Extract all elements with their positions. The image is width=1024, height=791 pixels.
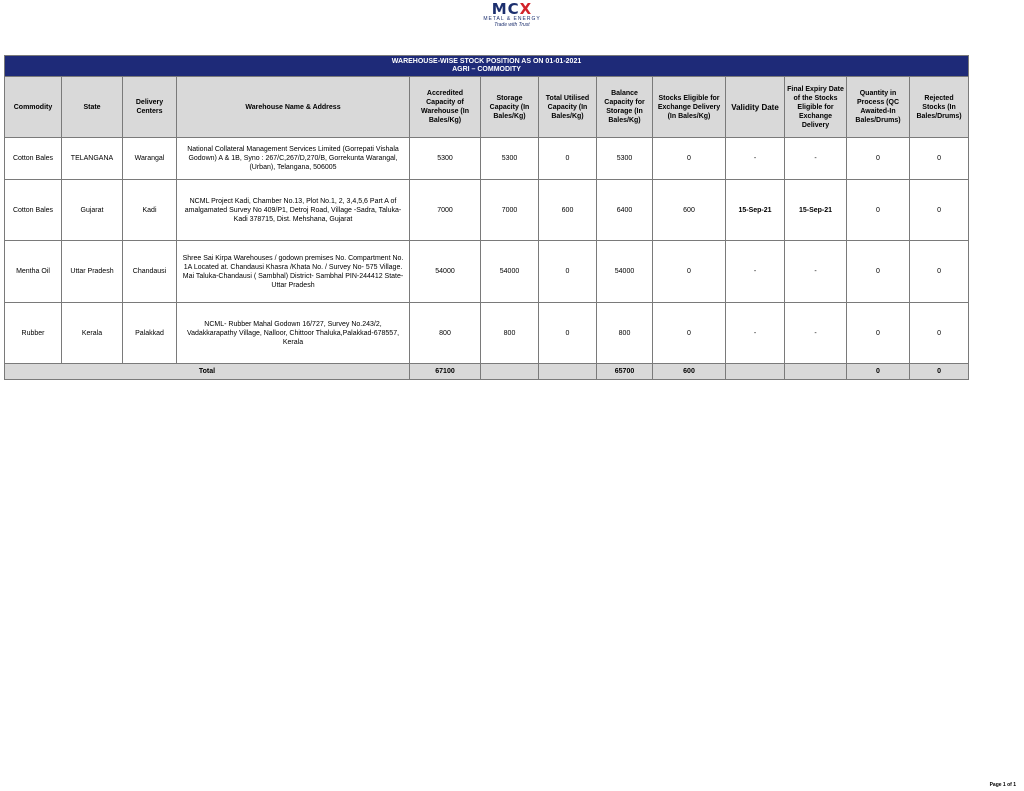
total-utilised xyxy=(539,364,597,380)
total-balance: 65700 xyxy=(597,364,653,380)
logo-brand xyxy=(0,2,1024,16)
col-header-final-expiry: Final Expiry Date of the Stocks Eligible for Exchange Delivery xyxy=(785,77,847,138)
cell-expiry: - xyxy=(785,138,847,180)
table-title-row xyxy=(5,56,969,77)
col-header-storage-capacity: Storage Capacity (In Bales/Kg) xyxy=(481,77,539,138)
cell-accredited: 5300 xyxy=(410,138,481,180)
col-header-commodity: Commodity xyxy=(5,77,62,138)
cell-commodity: Mentha Oil xyxy=(5,241,62,303)
cell-expiry: 15-Sep-21 xyxy=(785,180,847,241)
logo-brand-main: MC xyxy=(491,0,520,18)
cell-qc: 0 xyxy=(847,180,910,241)
cell-validity: 15-Sep-21 xyxy=(726,180,785,241)
table-row xyxy=(5,241,969,303)
total-storage xyxy=(481,364,539,380)
cell-accredited: 7000 xyxy=(410,180,481,241)
total-accredited: 67100 xyxy=(410,364,481,380)
col-header-qc-process: Quantity in Process (QC Awaited-In Bales/Drums) xyxy=(847,77,910,138)
col-header-accredited-capacity: Accredited Capacity of Warehouse (In Bales/Kg) xyxy=(410,77,481,138)
cell-balance: 6400 xyxy=(597,180,653,241)
cell-expiry: - xyxy=(785,241,847,303)
col-header-warehouse-address: Warehouse Name & Address xyxy=(177,77,410,138)
logo-tagline: Trade with Trust xyxy=(494,22,530,28)
cell-commodity: Cotton Bales xyxy=(5,180,62,241)
col-header-eligible-stocks: Stocks Eligible for Exchange Delivery (In Bales/Kg) xyxy=(653,77,726,138)
cell-state: Gujarat xyxy=(62,180,123,241)
cell-rejected: 0 xyxy=(910,138,969,180)
cell-center: Warangal xyxy=(123,138,177,180)
col-header-utilised-capacity: Total Utilised Capacity (In Bales/Kg) xyxy=(539,77,597,138)
cell-state: Uttar Pradesh xyxy=(62,241,123,303)
cell-address: NCML Project Kadi, Chamber No.13, Plot No.1, 2, 3,4,5,6 Part A of amalgamated Survey No 409/P1, Detroj Road, Village -Sadra, Taluka-Kadi 378715, Dist. Mehshana, Gujarat xyxy=(177,180,410,241)
col-header-rejected: Rejected Stocks (In Bales/Drums) xyxy=(910,77,969,138)
cell-accredited: 800 xyxy=(410,303,481,364)
cell-address: Shree Sai Kirpa Warehouses / godown premises No. Compartment No. 1A Located at. Chandausi Khasra /Khata No. / Survey No- 575 Village. Mai Taluka-Chandausi ( Sambhal) District- Sambhal PIN-244412 State- Uttar Pradesh xyxy=(177,241,410,303)
cell-validity: - xyxy=(726,303,785,364)
col-header-state: State xyxy=(62,77,123,138)
page-number: Page 1 of 1 xyxy=(989,782,1016,788)
total-eligible: 600 xyxy=(653,364,726,380)
table-row xyxy=(5,138,969,180)
title-line-2: AGRI – COMMODITY xyxy=(452,66,521,73)
cell-validity: - xyxy=(726,241,785,303)
cell-utilised: 0 xyxy=(539,138,597,180)
cell-balance: 5300 xyxy=(597,138,653,180)
total-row xyxy=(5,364,969,380)
cell-center: Palakkad xyxy=(123,303,177,364)
cell-eligible: 0 xyxy=(653,138,726,180)
cell-accredited: 54000 xyxy=(410,241,481,303)
cell-rejected: 0 xyxy=(910,303,969,364)
cell-utilised: 0 xyxy=(539,303,597,364)
cell-qc: 0 xyxy=(847,138,910,180)
cell-balance: 54000 xyxy=(597,241,653,303)
total-expiry xyxy=(785,364,847,380)
cell-utilised: 600 xyxy=(539,180,597,241)
cell-rejected: 0 xyxy=(910,241,969,303)
total-label: Total xyxy=(5,364,410,380)
mcx-logo xyxy=(0,2,1024,28)
cell-center: Chandausi xyxy=(123,241,177,303)
cell-validity: - xyxy=(726,138,785,180)
title-line-1: WAREHOUSE-WISE STOCK POSITION AS ON 01-01-2021 xyxy=(391,58,582,65)
cell-eligible: 0 xyxy=(653,241,726,303)
cell-state: Kerala xyxy=(62,303,123,364)
cell-center: Kadi xyxy=(123,180,177,241)
cell-balance: 800 xyxy=(597,303,653,364)
total-qc: 0 xyxy=(847,364,910,380)
col-header-balance-capacity: Balance Capacity for Storage (In Bales/Kg) xyxy=(597,77,653,138)
cell-storage: 800 xyxy=(481,303,539,364)
stock-position-table xyxy=(4,55,969,380)
cell-eligible: 600 xyxy=(653,180,726,241)
cell-rejected: 0 xyxy=(910,180,969,241)
cell-commodity: Rubber xyxy=(5,303,62,364)
cell-address: National Collateral Management Services Limited (Gorrepati Vishala Godown) A & 1B, Syno : 267/C,267/D,270/B, Gorrekunta Warangal, (Urban), Telangana, 506005 xyxy=(177,138,410,180)
cell-utilised: 0 xyxy=(539,241,597,303)
cell-storage: 5300 xyxy=(481,138,539,180)
col-header-delivery-centers: Delivery Centers xyxy=(123,77,177,138)
cell-address: NCML- Rubber Mahal Godown 16/727, Survey No.243/2, Vadakkarapathy Village, Nalloor, Chittoor Thaluka,Palakkad-678557, Kerala xyxy=(177,303,410,364)
cell-qc: 0 xyxy=(847,241,910,303)
table-row xyxy=(5,303,969,364)
cell-storage: 7000 xyxy=(481,180,539,241)
cell-state: TELANGANA xyxy=(62,138,123,180)
cell-qc: 0 xyxy=(847,303,910,364)
logo-subtitle: METAL & ENERGY xyxy=(483,16,541,22)
total-validity xyxy=(726,364,785,380)
col-header-validity-date: Validity Date xyxy=(726,77,785,138)
table-title xyxy=(5,56,969,77)
cell-commodity: Cotton Bales xyxy=(5,138,62,180)
total-rejected: 0 xyxy=(910,364,969,380)
header-row xyxy=(5,77,969,138)
cell-storage: 54000 xyxy=(481,241,539,303)
cell-eligible: 0 xyxy=(653,303,726,364)
logo-brand-x: X xyxy=(519,0,533,18)
table-row xyxy=(5,180,969,241)
cell-expiry: - xyxy=(785,303,847,364)
